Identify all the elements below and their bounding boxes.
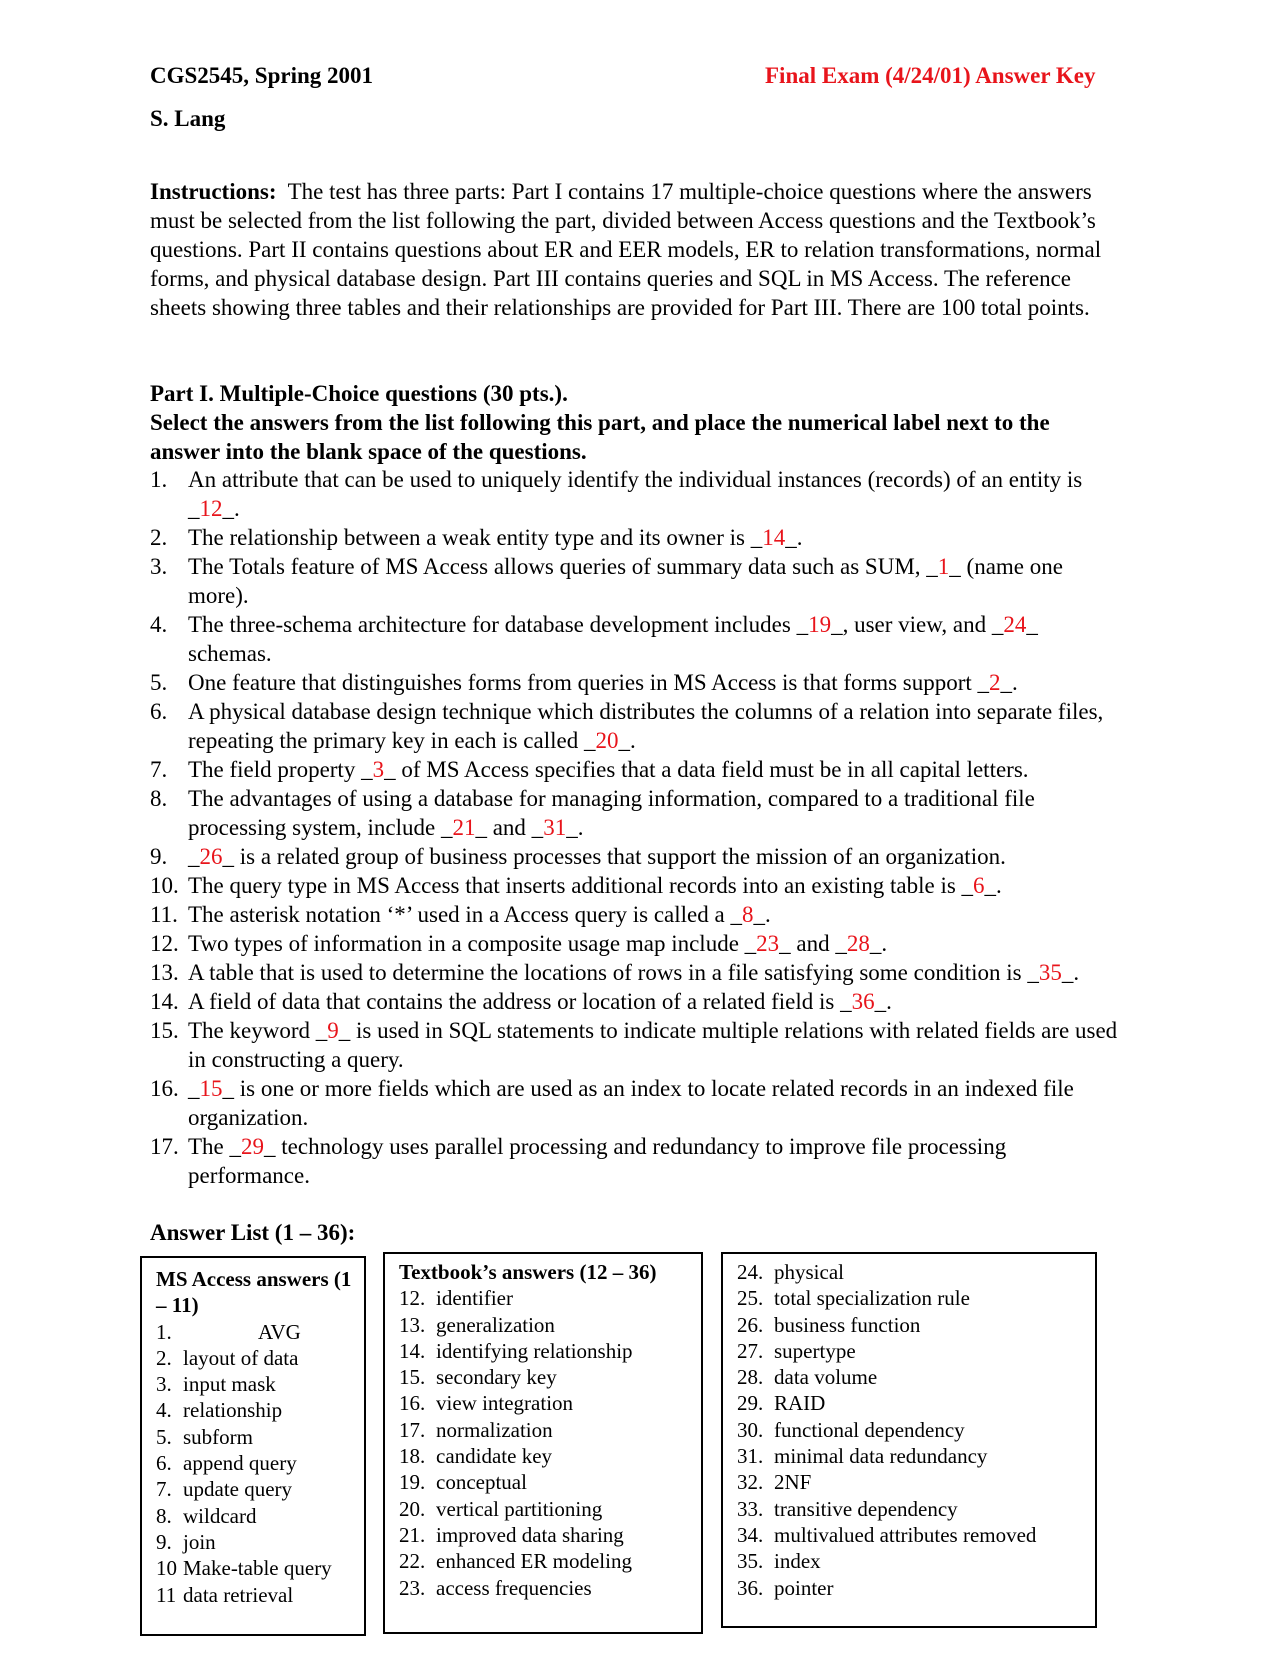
answer-key-value: 3 [372,757,385,782]
question-text [188,610,1125,668]
answer-option-number: 21. [399,1522,426,1547]
answer-option [156,1582,354,1608]
question-item [150,784,1125,842]
question-text-segment: _ of MS Access specifies that a data field must be in all capital letters. [384,757,1029,782]
textbook-answers-title: Textbook’s answers (12 – 36) [399,1260,657,1284]
question-number: 13. [150,960,179,985]
answer-option-text: AVG [258,1319,301,1344]
answer-option-number: 18. [399,1444,426,1469]
answer-option-text: view integration [436,1391,574,1416]
answer-option-number: 3. [156,1372,172,1397]
answer-option [737,1469,1085,1495]
course-heading: CGS2545, Spring 2001 [150,63,374,88]
part1-heading: Part I. Multiple-Choice questions (30 pts.). [150,381,568,406]
exam-title: Final Exam (4/24/01) Answer Key [765,63,1096,88]
answer-key-value: 14 [762,525,786,550]
answer-option-number: 12. [399,1286,426,1311]
question-list [150,465,1125,1190]
answer-key-value: 19 [808,612,832,637]
question-item [150,929,1125,958]
question-text-segment: _. [618,728,636,753]
question-text [188,784,1125,842]
answer-key-value: 12 [199,496,223,521]
answer-key-value: 1 [937,554,950,579]
answer-option-text: layout of data [183,1345,299,1370]
answer-option-text: access frequencies [436,1575,592,1600]
answer-option-number: 36. [737,1575,764,1600]
question-text-segment: _. [1000,670,1018,695]
answer-option-number: 11 [156,1582,177,1607]
question-text-segment: _ is a related group of business processes that support the mission of an organization. [222,844,1006,869]
answer-option [156,1371,354,1397]
answer-option-number: 9. [156,1529,172,1554]
question-text-segment: A physical database design technique which distributes the columns of a relation into separate files, repeating the primary key in each is called _ [188,699,1104,753]
answer-option-number: 8. [156,1503,172,1528]
answer-key-value: 26 [199,844,223,869]
answer-option-number: 14. [399,1338,426,1363]
answer-list-heading: Answer List (1 – 36): [150,1220,356,1245]
question-text [188,552,1125,610]
answer-option-number: 35. [737,1549,764,1574]
answer-option-number: 24. [737,1260,764,1284]
question-text [188,697,1125,755]
question-text-segment: One feature that distinguishes forms from queries in MS Access is that forms support _ [188,670,990,695]
answer-key-value: 21 [452,815,476,840]
answer-option [399,1285,691,1311]
answer-option-text: enhanced ER modeling [436,1549,632,1574]
answer-option-number: 16. [399,1391,426,1416]
answer-option-number: 19. [399,1470,426,1495]
answer-option-number: 1. [156,1319,172,1344]
question-number: 4. [150,612,168,637]
answer-option-number: 10 [156,1556,177,1581]
question-number: 3. [150,554,168,579]
answer-key-value: 36 [851,989,875,1014]
answer-option-number: 30. [737,1417,764,1442]
question-text-segment: _. [566,815,584,840]
answer-option-text: improved data sharing [436,1522,624,1547]
question-number: 5. [150,670,168,695]
question-text-segment: _. [1061,960,1080,985]
question-number: 10. [150,873,179,898]
answer-key-value: 6 [973,873,985,898]
question-item [150,465,1125,523]
question-item [150,1074,1125,1132]
answer-option-text: identifier [436,1286,513,1311]
answer-option-number: 6. [156,1451,172,1476]
answer-option-number: 26. [737,1312,764,1337]
question-text-segment: _ and _ [779,931,847,956]
question-item [150,958,1125,987]
question-item [150,900,1125,929]
question-text [188,871,1125,900]
question-number: 16. [150,1076,179,1101]
answer-option [737,1285,1085,1311]
answer-option-number: 5. [156,1424,172,1449]
answer-option-text: join [183,1529,216,1554]
question-item [150,610,1125,668]
question-item [150,1132,1125,1190]
question-item [150,552,1125,610]
answer-option [737,1390,1085,1416]
answer-option [737,1338,1085,1364]
answer-option-text: candidate key [436,1444,553,1469]
instructions-text: The test has three parts: Part I contains 17 multiple-choice questions where the answers must be selected from the list following the part, divided between Access questions and the Textbook’s questions. Part II contains questions about ER and EER models, ER to relation transformations, normal forms, and physical database design. Part III contains queries and SQL in MS Access. The reference sheets showing three tables and their relationships are provided for Part III. There are 100 total points. [150,179,1102,320]
answer-option-number: 33. [737,1496,764,1521]
question-text [188,1016,1125,1074]
answer-option-text: physical [774,1260,844,1284]
question-text-segment: A table that is used to determine the locations of rows in a file satisfying some condition is _ [188,960,1039,985]
answer-option-text: supertype [774,1338,856,1363]
answer-option-text: 2NF [774,1470,812,1495]
answer-option-number: 2. [156,1345,172,1370]
answer-key-value: 24 [1003,612,1027,637]
answer-option-number: 27. [737,1338,764,1363]
question-text-segment: _. [984,873,1002,898]
answer-key-value: 20 [595,728,619,753]
answer-option [399,1417,691,1443]
question-text-segment: _ and _ [475,815,544,840]
access-answers-box [140,1256,366,1636]
answer-option [737,1575,1085,1601]
answer-option-number: 13. [399,1312,426,1337]
question-text [188,842,1125,871]
answer-option [737,1443,1085,1469]
question-text [188,987,1125,1016]
answer-option-text: normalization [436,1417,553,1442]
answer-option [737,1417,1085,1443]
answer-key-value: 2 [989,670,1001,695]
answer-option-text: update query [183,1477,293,1502]
answer-option-text: index [774,1549,821,1574]
question-text-segment: _. [222,496,240,521]
answer-option-number: 32. [737,1470,764,1495]
answer-option [399,1469,691,1495]
answer-option-text: minimal data redundancy [774,1444,988,1469]
question-item [150,987,1125,1016]
question-text-segment: The three-schema architecture for database development includes _ [188,612,809,637]
question-text-segment: Two types of information in a composite usage map include _ [188,931,757,956]
question-text [188,465,1125,523]
textbook-answers-list [399,1285,691,1601]
question-text [188,523,1125,552]
answer-option-number: 29. [737,1391,764,1416]
answer-option [399,1548,691,1574]
answer-option [156,1424,354,1450]
question-text-segment: _. [753,902,771,927]
answer-option [399,1443,691,1469]
answer-option-text: append query [183,1451,297,1476]
answer-key-value: 35 [1038,960,1062,985]
answer-option [156,1529,354,1555]
question-text-segment: _ schemas. [188,612,1038,666]
answer-option-number: 15. [399,1365,426,1390]
answer-option-text: multivalued attributes removed [774,1522,1037,1547]
question-number: 17. [150,1134,179,1159]
answer-key-value: 9 [327,1018,339,1043]
answer-option-number: 31. [737,1444,764,1469]
instructions-label: Instructions: [150,179,277,204]
answer-option [156,1555,354,1581]
answer-option [156,1503,354,1529]
question-text [188,668,1125,697]
question-text-segment: _, user view, and _ [831,612,1004,637]
part1-directions: Select the answers from the list following this part, and place the numerical label next to the answer into the blank space of the questions. [150,410,1050,464]
question-number: 8. [150,786,168,811]
question-text-segment: The Totals feature of MS Access allows queries of summary data such as SUM, _ [188,554,938,579]
question-text-segment: _ is used in SQL statements to indicate multiple relations with related fields are used in constructing a query. [188,1018,1118,1072]
answer-key-value: 23 [756,931,780,956]
question-text-segment: An attribute that can be used to uniquely identify the individual instances (records) of an entity is _ [188,467,1083,521]
question-number: 12. [150,931,179,956]
textbook-answers-box [383,1252,703,1634]
answer-option-number: 4. [156,1398,172,1423]
answer-option-text: secondary key [436,1365,557,1390]
question-text-segment: _. [785,525,803,550]
answer-option [399,1312,691,1338]
question-text-segment: _ [188,1076,200,1101]
answer-option [156,1319,354,1345]
answer-option-text: transitive dependency [774,1496,958,1521]
answer-key-value: 15 [199,1076,223,1101]
answer-option-text: relationship [183,1398,283,1423]
answer-option [156,1450,354,1476]
instructions-paragraph [150,177,1125,322]
question-text-segment: _. [874,989,892,1014]
answer-option-text: vertical partitioning [436,1496,603,1521]
answer-option-text: conceptual [436,1470,527,1495]
answer-option-text: generalization [436,1312,555,1337]
question-text [188,1132,1125,1190]
answer-key-value: 29 [241,1134,265,1159]
author-name: S. Lang [150,106,226,131]
answer-option [399,1575,691,1601]
question-item [150,755,1125,784]
answer-option [737,1312,1085,1338]
answer-option [156,1397,354,1423]
question-text-segment: A field of data that contains the address or location of a related field is _ [188,989,852,1014]
question-text-segment: The relationship between a weak entity type and its owner is _ [188,525,763,550]
answer-option-number: 17. [399,1417,426,1442]
question-number: 14. [150,989,179,1014]
answer-option [737,1496,1085,1522]
question-text-segment: _ is one or more fields which are used as an index to locate related records in an indexed file organization. [188,1076,1074,1130]
question-item [150,697,1125,755]
answer-option-number: 20. [399,1496,426,1521]
answer-option-text: total specialization rule [774,1286,970,1311]
answer-option-text: identifying relationship [436,1338,633,1363]
answer-key-value: 31 [543,815,567,840]
part1-heading-block [150,379,1125,466]
question-number: 15. [150,1018,179,1043]
question-number: 2. [150,525,168,550]
question-item [150,1016,1125,1074]
question-item [150,668,1125,697]
answer-option-number: 23. [399,1575,426,1600]
question-text [188,958,1125,987]
question-text-segment: _ [188,844,200,869]
answer-option [737,1259,1085,1285]
textbook-answers-continued-list [737,1259,1085,1601]
question-text [188,755,1125,784]
answer-option [156,1345,354,1371]
question-item [150,871,1125,900]
answer-option-text: business function [774,1312,921,1337]
question-text-segment: _ technology uses parallel processing and redundancy to improve file processing performance. [188,1134,1007,1188]
answer-option [399,1338,691,1364]
answer-option-number: 25. [737,1286,764,1311]
question-text-segment: The _ [188,1134,242,1159]
textbook-answers-continued-box [721,1252,1097,1628]
answer-option [737,1548,1085,1574]
question-item [150,842,1125,871]
answer-option-text: functional dependency [774,1417,965,1442]
question-number: 7. [150,757,168,782]
answer-option-text: data retrieval [183,1582,294,1607]
question-number: 11. [150,902,178,927]
answer-option [737,1364,1085,1390]
answer-option-text: wildcard [183,1503,257,1528]
answer-option-text: Make-table query [183,1556,332,1581]
question-text [188,929,1125,958]
question-number: 1. [150,467,168,492]
answer-option-number: 34. [737,1522,764,1547]
answer-option [399,1522,691,1548]
answer-option [399,1496,691,1522]
answer-key-value: 28 [846,931,870,956]
question-text-segment: _. [869,931,888,956]
answer-option [156,1476,354,1502]
answer-option [399,1390,691,1416]
answer-option-number: 7. [156,1477,172,1502]
question-text-segment: The keyword _ [188,1018,328,1043]
question-text-segment: The field property _ [188,757,373,782]
answer-option-text: data volume [774,1365,878,1390]
question-text-segment: The asterisk notation ‘*’ used in a Access query is called a _ [188,902,742,927]
access-answers-list [156,1319,354,1608]
answer-option-text: RAID [774,1391,826,1416]
answer-option-text: pointer [774,1575,834,1600]
answer-option-number: 28. [737,1365,764,1390]
answer-option-text: input mask [183,1372,276,1397]
answer-option-text: subform [183,1424,253,1449]
access-answers-title: MS Access answers (1 – 11) [156,1267,352,1318]
question-text-segment: The advantages of using a database for managing information, compared to a traditional file processing system, include _ [188,786,1035,840]
answer-key-value: 8 [741,902,754,927]
question-number: 9. [150,844,168,869]
question-text [188,900,1125,929]
question-text-segment: The query type in MS Access that inserts additional records into an existing table is _ [188,873,974,898]
answer-option [399,1364,691,1390]
question-text-segment: _ (name one more). [188,554,1063,608]
answer-option-number: 22. [399,1549,426,1574]
question-item [150,523,1125,552]
question-text [188,1074,1125,1132]
answer-option [737,1522,1085,1548]
question-number: 6. [150,699,168,724]
